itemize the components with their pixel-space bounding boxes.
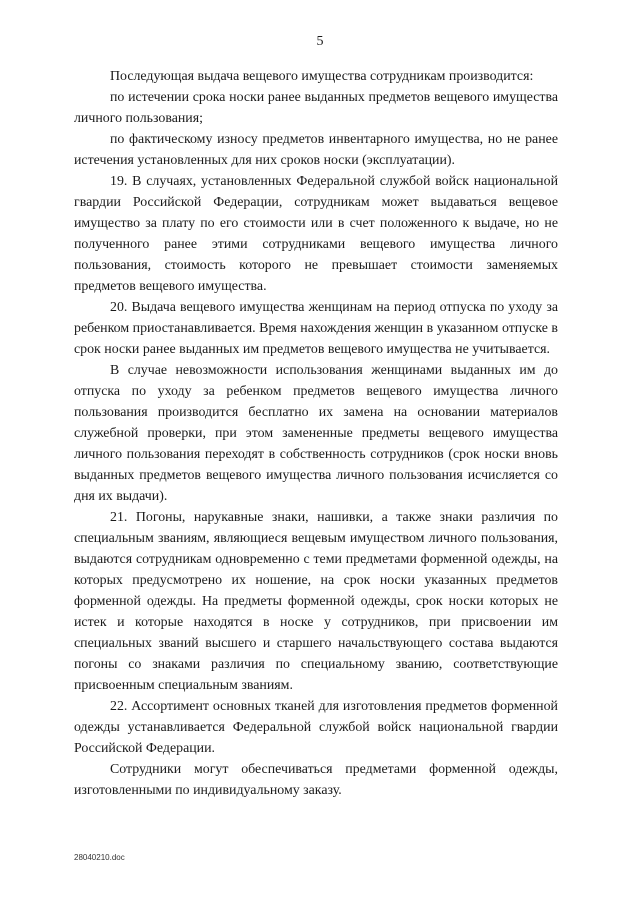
paragraph: Сотрудники могут обеспечиваться предметами форменной одежды, изготовленными по индивидуальному заказу. — [74, 762, 558, 798]
paragraph: 22. Ассортимент основных тканей для изготовления предметов форменной одежды устанавливается Федеральной службой войск национальной гвардии Российской Федерации. — [74, 699, 558, 756]
document-body — [74, 66, 558, 801]
paragraph: 21. Погоны, нарукавные знаки, нашивки, а также знаки различия по специальным званиям, являющиеся вещевым имуществом личного пользования, выдаются сотрудникам одновременно с теми предметами форменной одежды, на которых предусмотрено их ношение, на срок носки указанных предметов форменной одежды. На предметы форменной одежды, срок носки которых не истек и которые находятся в носке у сотрудников, при присвоении им специальных званий высшего и старшего начальствующего состава выдаются погоны со знаками различия по специальному званию, соответствующие присвоенным специальным званиям. — [74, 510, 558, 693]
paragraph: по фактическому износу предметов инвентарного имущества, но не ранее истечения установленных для них сроков носки (эксплуатации). — [74, 132, 558, 168]
paragraph: 20. Выдача вещевого имущества женщинам на период отпуска по уходу за ребенком приостанавливается. Время нахождения женщин в указанном отпуске в срок носки ранее выданных им предметов вещевого имущества не учитывается. — [74, 300, 558, 357]
paragraph: 19. В случаях, установленных Федеральной службой войск национальной гвардии Российской Федерации, сотрудникам может выдаваться вещевое имущество за плату по его стоимости или в счет положенного к выдаче, но не полученного ранее этими сотрудниками вещевого имущества личного пользования, стоимость которого не превышает стоимости заменяемых предметов вещевого имущества. — [74, 174, 558, 294]
page-number: 5 — [316, 34, 324, 49]
paragraph: по истечении срока носки ранее выданных предметов вещевого имущества личного пользования; — [74, 90, 558, 126]
paragraph: Последующая выдача вещевого имущества сотрудникам производится: — [110, 69, 534, 84]
file-name-footer: 28040210.doc — [74, 853, 125, 862]
paragraph: В случае невозможности использования женщинами выданных им до отпуска по уходу за ребенком предметов вещевого имущества личного пользования производится бесплатно их замена на основании материалов служебной проверки, при этом замененные предметы вещевого имущества личного пользования переходят в собственность сотрудников (срок носки вновь выданных предметов вещевого имущества личного пользования исчисляется со дня их выдачи). — [74, 363, 558, 504]
